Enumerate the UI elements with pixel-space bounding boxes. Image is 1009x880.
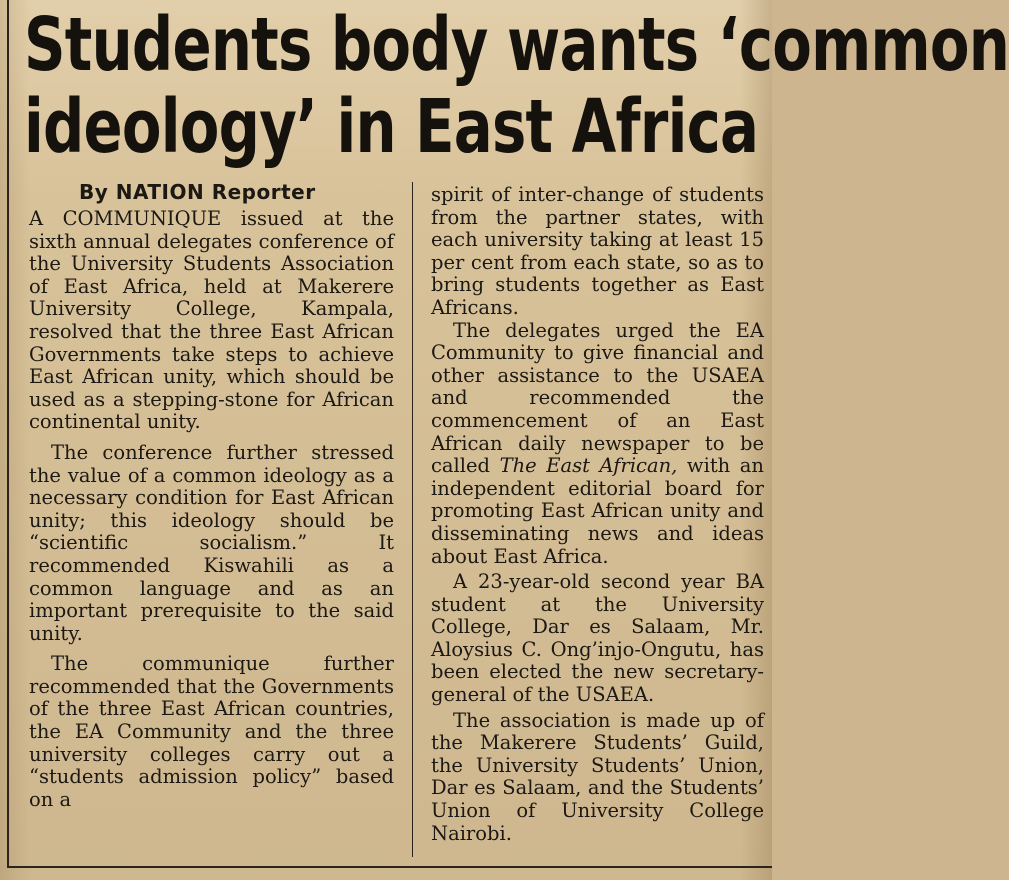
headline [24, 2, 1009, 170]
paragraph-5-text-a: The delegates urged the EA Community to give financial and other assistance to the USAEA and recommended the commencement of an East African daily newspaper to be called [431, 318, 764, 478]
bottom-border-rule [7, 866, 772, 868]
paragraph-1: A COMMUNIQUE issued at the sixth annual delegates conference of the University Students Association of East Africa, held at Makerere University College, Kampala, resolved that the three East African Governments take steps to achieve East African unity, which should be used as a stepping-stone for African continental unity. [29, 207, 394, 434]
left-border-rule [7, 0, 9, 868]
paragraph-6: A 23-year-old second year BA student at the University College, Dar es Salaam, Mr. Aloysius C. Ong’injo-Ongutu, has been elected the new secretary-general of the USAEA. [431, 570, 764, 707]
right-column [431, 184, 764, 845]
headline-line-1: Students body wants ‘common [24, 2, 1009, 88]
paragraph-7: The association is made up of the Makerere Students’ Guild, the University Students’ Union, Dar es Salaam, and the Students’ Union of University College Nairobi. [431, 708, 764, 845]
column-divider [412, 182, 413, 857]
left-column [29, 208, 394, 811]
paragraph-4: spirit of inter-change of students from the partner states, with each university taking at least 15 per cent from each state, so as to bring students together as East Africans. [431, 183, 764, 319]
paragraph-5-text-b: with an independent editorial board for promoting East African unity and disseminating news and ideas about East Africa. [431, 454, 764, 568]
headline-line-2: ideology’ in East Africa [24, 84, 759, 170]
paragraph-5 [431, 320, 764, 569]
newspaper-title: The East African, [499, 454, 678, 478]
paragraph-3: The communique further recommended that the Governments of the three East African countries, the EA Community and the three university colleges carry out a “students admission policy” based on a [29, 652, 394, 811]
paragraph-2: The conference further stressed the value of a common ideology as a necessary condition for East African unity; this ideology should be “scientific socialism.” It recommended Kiswahili as a common language and as an important prerequisite to the said unity. [29, 440, 394, 645]
byline: By NATION Reporter [79, 180, 316, 204]
